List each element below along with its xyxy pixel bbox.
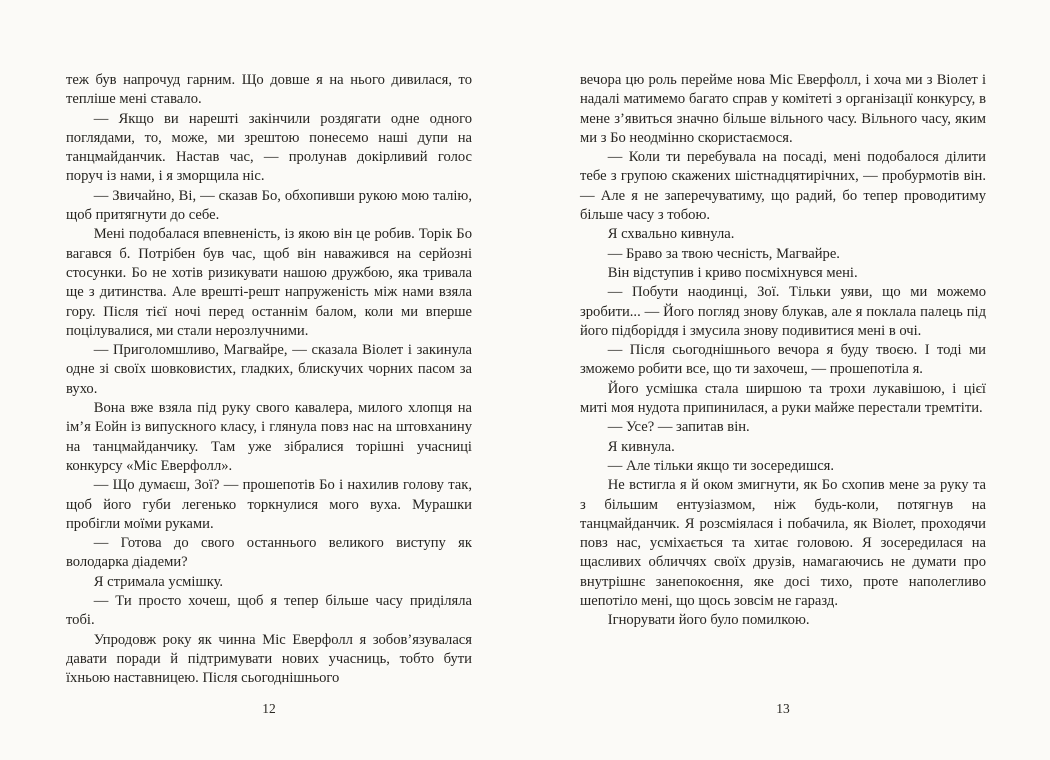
left-page-text (66, 71, 472, 689)
paragraph: — Коли ти перебувала на посаді, мені подобалося ділити тебе з групою скажених шістнадцятирічних, — пробурмотів він. — Але я не заперечуватиму, що радий, бо тепер проводитиму більше часу з тобою. (580, 149, 986, 224)
paragraph: Його усмішка стала ширшою та трохи лукавішою, і цієї миті моя нудота припинилася, а руки майже перестали тремтіти. (580, 380, 986, 417)
paragraph: Ігнорувати його було помилкою. (607, 612, 810, 629)
paragraph: — Що думаєш, Зої? — прошепотів Бо і нахилив голову так, щоб його губи легенько торкнулися мого вуха. Мурашки пробігли моїми руками. (66, 477, 472, 532)
paragraph: Не встигла я й оком змигнути, як Бо схопив мене за руку та з більшим ентузіазмом, ніж будь-коли, потягнув на танцмайданчик. Я розсміялася і побачила, як Віолет, проходячи повз нас, усміхається та хитає головою. Я зосередилася на щасливих обличчях своїх друзів, намагаючись не думати про внутрішнє занепокоєння, яке досі тихо, проте наполегливо шепотіло мені, що щось зовсім не гаразд. (580, 477, 986, 610)
paragraph: — Побути наодинці, Зої. Тільки уяви, що ми можемо зробити... — Його погляд знову блукав, але я поклала палець під його підборіддя і змусила знову подивитися мені в очі. (580, 284, 986, 339)
paragraph: Він відступив і криво посміхнувся мені. (607, 264, 858, 281)
right-page-number: 13 (776, 701, 790, 716)
paragraph: Упродовж року як чинна Міс Еверфолл я зобов’язувалася давати поради й підтримувати нових учасниць, тобто бути їхньою наставницею. Після сьогоднішнього (66, 631, 472, 687)
paragraph: — Приголомшливо, Магвайре, — сказала Віолет і закинула одне зі своїх шовковистих, гладких, блискучих чорних пасом за вухо. (66, 342, 472, 397)
paragraph: Я схвально кивнула. (607, 226, 735, 243)
paragraph: — Після сьогоднішнього вечора я буду твоєю. І тоді ми зможемо робити все, що ти захочеш, — прошепотіла я. (580, 342, 986, 378)
paragraph: Вона вже взяла під руку свого кавалера, милого хлопця на ім’я Еойн із випускного класу, і глянула повз нас на штовханину на танцмайданчику. Там уже зібралися торішні учасниці конкурсу «Міс Еверфолл». (66, 400, 472, 474)
paragraph: — Ти просто хочеш, щоб я тепер більше часу приділяла тобі. (66, 593, 472, 629)
paragraph: — Усе? — запитав він. (607, 419, 750, 436)
paragraph: — Але тільки якщо ти зосередишся. (607, 457, 835, 474)
paragraph: Я стримала усмішку. (93, 573, 224, 590)
paragraph: — Браво за твою чесність, Магвайре. (607, 245, 840, 262)
paragraph: вечора цю роль перейме нова Міс Еверфолл, і хоча ми з Віолет і надалі матимемо багато справ у комітеті з організації конкурсу, в мене з’явиться значно більше вільного часу. Вільного часу, яким ми з Бо неодмінно скористаємося. (580, 72, 986, 146)
paragraph: Мені подобалася впевненість, із якою він це робив. Торік Бо вагався б. Потрібен був час, щоб він наважився на серйозні стосунки. Бо не хотів ризикувати нашою дружбою, яка тривала ще з дитинства. Але врешті-решт напруженість між нами взяла гору. Після тієї ночі перед останнім балом, коли ми вперше поцілувалися, ми стали нерозлучними. (66, 226, 472, 339)
paragraph: — Звичайно, Ві, — сказав Бо, обхопивши рукою мою талію, щоб притягнути до себе. (66, 187, 472, 224)
paragraph: — Готова до свого останнього великого виступу як володарка діадеми? (66, 535, 472, 571)
right-page-text (580, 71, 986, 631)
paragraph: Я кивнула. (607, 438, 675, 455)
left-page-number: 12 (262, 701, 276, 716)
paragraph: теж був напрочуд гарним. Що довше я на нього дивилася, то тепліше мені ставало. (66, 72, 472, 108)
paragraph: — Якщо ви нарешті закінчили роздягати одне одного поглядами, то, може, ми зрештою понесемо наші дупи на танцмайданчик. Настав час, — пролунав докірливий голос поруч із нами, і я зморщила ніс. (66, 110, 472, 185)
